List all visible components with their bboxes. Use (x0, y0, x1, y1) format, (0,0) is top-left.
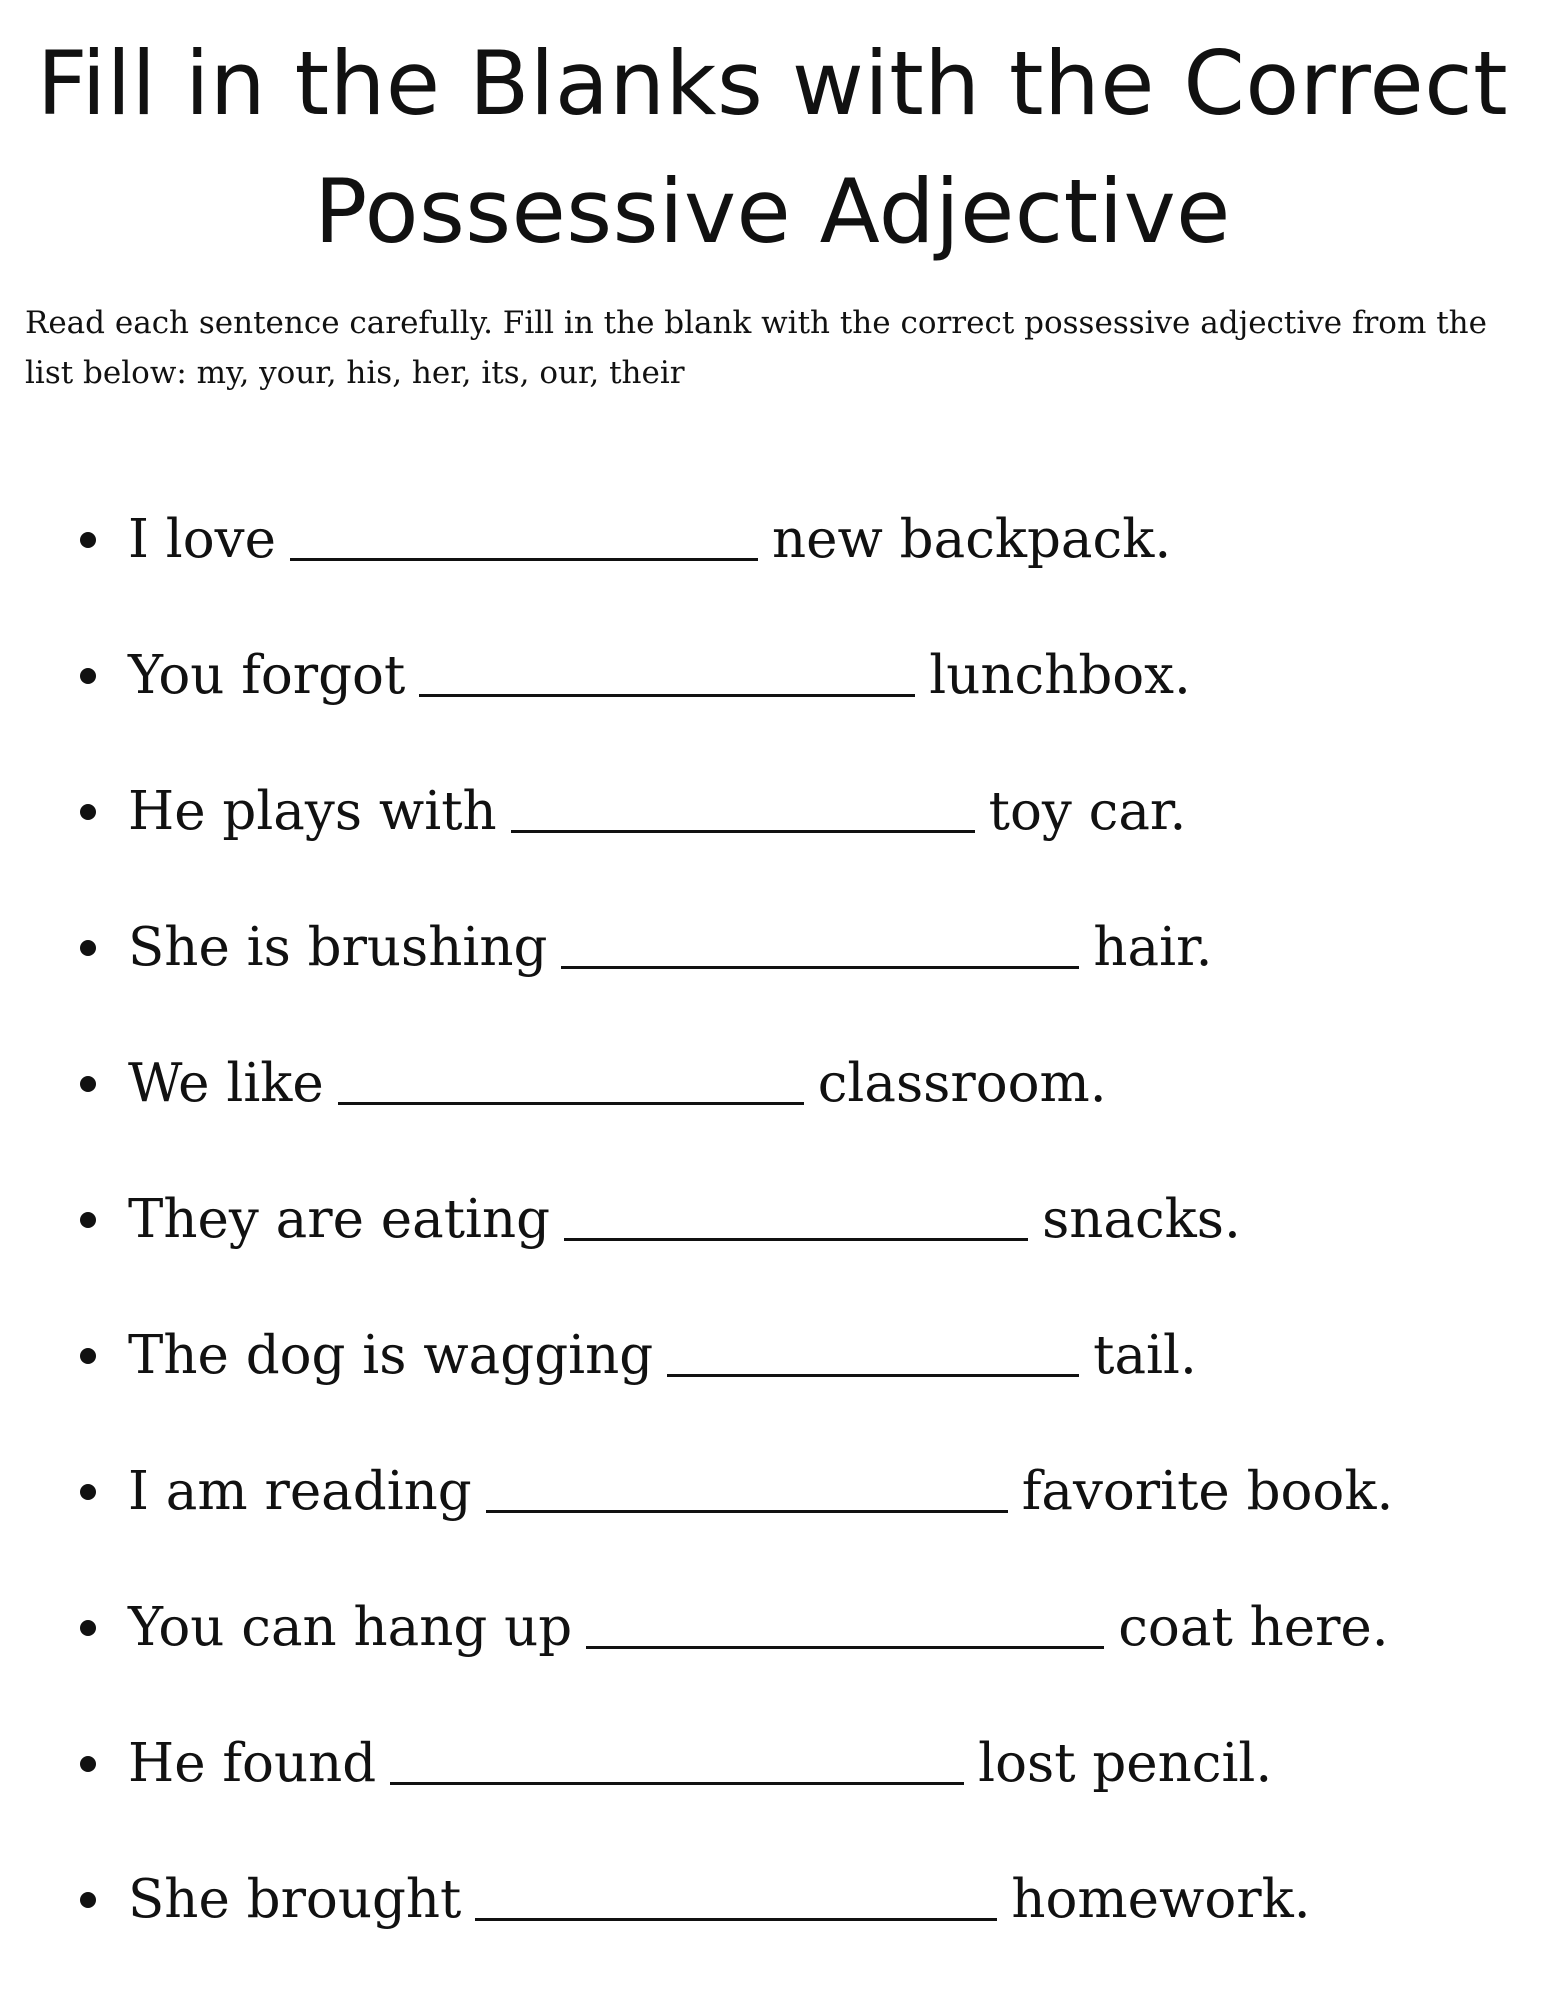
answer-blank[interactable] (419, 626, 915, 697)
sentence-end: coat here. (1118, 1597, 1389, 1658)
bullet-icon (80, 668, 96, 684)
bullet-icon (80, 940, 96, 956)
sentence-start: He plays with (128, 781, 497, 842)
answer-blank[interactable] (511, 762, 975, 833)
sentence-start: I love (128, 509, 276, 570)
list-item (0, 626, 1545, 762)
sentence-end: lunchbox. (929, 645, 1191, 706)
sentence-end: snacks. (1042, 1189, 1241, 1250)
answer-blank[interactable] (561, 898, 1079, 969)
sentence-start: The dog is wagging (128, 1325, 654, 1386)
answer-blank[interactable] (486, 1442, 1008, 1513)
answer-blank[interactable] (667, 1306, 1079, 1377)
bullet-icon (80, 1212, 96, 1228)
answer-blank[interactable] (338, 1034, 804, 1105)
sentence-start: I am reading (128, 1461, 472, 1522)
sentence-end: toy car. (988, 781, 1187, 842)
list-item (0, 1306, 1545, 1442)
bullet-icon (80, 532, 96, 548)
bullet-icon (80, 1076, 96, 1092)
sentence-end: favorite book. (1021, 1461, 1394, 1522)
sentence-end: new backpack. (771, 509, 1172, 570)
answer-blank[interactable] (586, 1578, 1104, 1649)
list-item (0, 1170, 1545, 1306)
answer-blank[interactable] (290, 490, 758, 561)
bullet-icon (80, 804, 96, 820)
title-line-2: Possessive Adjective (314, 160, 1231, 263)
list-item (0, 1578, 1545, 1714)
page-title (0, 20, 1545, 276)
sentence-start: She brought (128, 1869, 462, 1930)
answer-blank[interactable] (390, 1714, 964, 1785)
sentence-start: She is brushing (128, 917, 548, 978)
sentence-end: classroom. (817, 1053, 1107, 1114)
list-item (0, 1850, 1545, 1986)
sentence-end: tail. (1093, 1325, 1197, 1386)
list-item (0, 762, 1545, 898)
bullet-icon (80, 1620, 96, 1636)
answer-blank[interactable] (475, 1850, 997, 1921)
sentence-start: You forgot (128, 645, 406, 706)
instructions-text: Read each sentence carefully. Fill in the blank with the correct possessive adjective from the list below: my, your, his, her, its, our, their (25, 305, 1487, 391)
sentence-end: hair. (1093, 917, 1213, 978)
list-item (0, 898, 1545, 1034)
bullet-icon (80, 1484, 96, 1500)
list-item (0, 1442, 1545, 1578)
sentence-start: We like (128, 1053, 324, 1114)
sentence-start: You can hang up (128, 1597, 573, 1658)
sentence-start: He found (128, 1733, 377, 1794)
list-item (0, 490, 1545, 626)
sentence-end: lost pencil. (978, 1733, 1273, 1794)
bullet-icon (80, 1756, 96, 1772)
list-item (0, 1714, 1545, 1850)
sentence-start: They are eating (128, 1189, 551, 1250)
list-item (0, 1034, 1545, 1170)
sentence-list (0, 490, 1545, 1986)
bullet-icon (80, 1348, 96, 1364)
bullet-icon (80, 1892, 96, 1908)
title-line-1: Fill in the Blanks with the Correct (36, 32, 1509, 135)
answer-blank[interactable] (564, 1170, 1028, 1241)
sentence-end: homework. (1011, 1869, 1311, 1930)
